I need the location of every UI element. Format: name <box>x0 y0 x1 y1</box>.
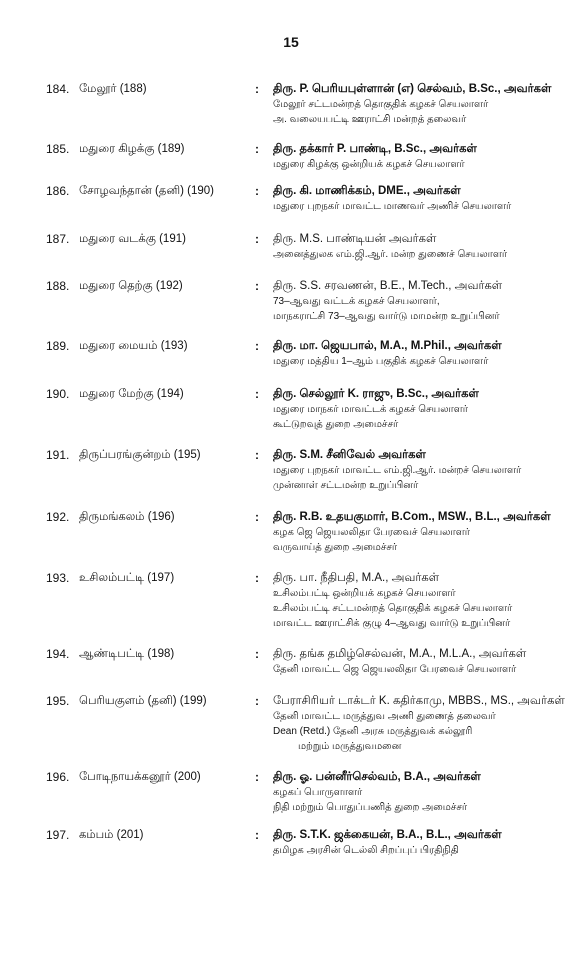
constituency-name: மதுரை தெற்கு (192) <box>79 280 183 292</box>
designation: கழகப் பொருளாளர் <box>273 787 363 798</box>
separator: : <box>255 510 259 524</box>
separator: : <box>255 571 259 585</box>
constituency-name: போடிநாயக்கனூர் (200) <box>79 771 201 783</box>
designation: மதுரை புறநகர் மாவட்ட எம்.ஜி.ஆர். மன்றச் செயலாளர் <box>273 465 522 476</box>
candidate-name: திரு. M.S. பாண்டியன் அவர்கள் <box>273 233 437 245</box>
separator: : <box>255 339 259 353</box>
candidate-details <box>273 694 573 754</box>
designation: கழக ஜெ ஜெயலலிதா பேரவைச் செயலாளர் <box>273 527 470 538</box>
serial-number: 184. <box>46 82 70 96</box>
candidate-name: திரு. தங்க தமிழ்செல்வன், M.A., M.L.A., அவர்கள் <box>273 648 527 660</box>
designation: முன்னாள் சட்டமன்ற உறுப்பினர் <box>273 480 419 491</box>
candidate-details <box>273 387 573 432</box>
serial-number: 186. <box>46 184 70 198</box>
candidate-name: திரு. P. பெரியபுள்ளான் (எ) செல்வம், B.Sc., அவர்கள் <box>273 83 552 95</box>
candidate-details <box>273 510 573 555</box>
serial-number: 192. <box>46 510 70 524</box>
constituency-name: கம்பம் (201) <box>79 829 144 841</box>
candidate-details <box>273 142 573 172</box>
candidate-details <box>273 828 573 858</box>
candidate-details <box>273 232 573 262</box>
serial-number: 196. <box>46 770 70 784</box>
designation: மதுரை கிழக்கு ஒன்றியக் கழகச் செயலாளர் <box>273 159 465 170</box>
candidate-details <box>273 82 573 127</box>
serial-number: 188. <box>46 279 70 293</box>
separator: : <box>255 770 259 784</box>
designation: Dean (Retd.) தேனி அரசு மருத்துவக் கல்லூரி <box>273 726 473 737</box>
designation: தமிழக அரசின் டெல்லி சிறப்புப் பிரதிநிதி <box>273 845 459 856</box>
designation: அ. வலையபட்டி ஊராட்சி மன்றத் தலைவர் <box>273 114 467 125</box>
candidate-details <box>273 647 573 677</box>
candidate-details <box>273 770 573 815</box>
candidate-name: திரு. தக்கார் P. பாண்டி, B.Sc., அவர்கள் <box>273 143 477 155</box>
serial-number: 190. <box>46 387 70 401</box>
designation: 73–ஆவது வட்டக் கழகச் செயலாளர், <box>273 296 440 307</box>
candidate-name: திரு. R.B. உதயகுமார், B.Com., MSW., B.L., அவர்கள் <box>273 511 551 523</box>
candidate-details <box>273 571 573 631</box>
serial-number: 197. <box>46 828 70 842</box>
serial-number: 194. <box>46 647 70 661</box>
designation: அனைத்துலக எம்.ஜி.ஆர். மன்ற துணைச் செயலாளர் <box>273 249 508 260</box>
constituency-name: திருப்பரங்குன்றம் (195) <box>79 449 201 461</box>
separator: : <box>255 142 259 156</box>
serial-number: 185. <box>46 142 70 156</box>
constituency-name: மேலூர் (188) <box>79 83 147 95</box>
separator: : <box>255 387 259 401</box>
candidate-name: பேராசிரியர் டாக்டர் K. கதிர்காமு, MBBS., MS., அவர்கள் <box>273 695 565 707</box>
designation: நிதி மற்றும் பொதுப்பணித் துறை அமைச்சர் <box>273 802 468 813</box>
designation: மதுரை மாநகர் மாவட்டக் கழகச் செயலாளர் <box>273 404 468 415</box>
designation: மாநகராட்சி 73–ஆவது வார்டு மாமன்ற உறுப்பினர் <box>273 311 500 322</box>
constituency-name: சோழவந்தான் (தனி) (190) <box>79 185 214 197</box>
designation: கூட்டுறவுத் துறை அமைச்சர் <box>273 419 399 430</box>
serial-number: 195. <box>46 694 70 708</box>
constituency-name: பெரியகுளம் (தனி) (199) <box>79 695 207 707</box>
candidate-details <box>273 279 573 324</box>
designation: உசிலம்பட்டி ஒன்றியக் கழகச் செயலாளர் <box>273 588 456 599</box>
separator: : <box>255 82 259 96</box>
candidate-details <box>273 448 573 493</box>
serial-number: 187. <box>46 232 70 246</box>
candidate-name: திரு. ஓ. பன்னீர்செல்வம், B.A., அவர்கள் <box>273 771 481 783</box>
separator: : <box>255 448 259 462</box>
designation: மாவட்ட ஊராட்சிக் குழு 4–ஆவது வார்டு உறுப்பினர் <box>273 618 511 629</box>
serial-number: 189. <box>46 339 70 353</box>
designation: உசிலம்பட்டி சட்டமன்றத் தொகுதிக் கழகச் செயலாளர் <box>273 603 513 614</box>
candidate-name: திரு. S.M. சீனிவேல் அவர்கள் <box>273 449 426 461</box>
separator: : <box>255 828 259 842</box>
designation: மதுரை மத்திய 1–ஆம் பகுதிக் கழகச் செயலாளர் <box>273 356 489 367</box>
candidate-details <box>273 339 573 369</box>
separator: : <box>255 184 259 198</box>
constituency-name: மதுரை மையம் (193) <box>79 340 188 352</box>
separator: : <box>255 279 259 293</box>
candidate-details <box>273 184 573 214</box>
page-number: 15 <box>283 34 299 50</box>
designation: தேனி மாவட்ட ஜெ ஜெயலலிதா பேரவைச் செயலாளர் <box>273 664 517 675</box>
constituency-name: ஆண்டிபட்டி (198) <box>79 648 175 660</box>
candidate-name: திரு. கி. மாணிக்கம், DME., அவர்கள் <box>273 185 461 197</box>
serial-number: 193. <box>46 571 70 585</box>
separator: : <box>255 647 259 661</box>
candidate-name: திரு. S.S. சரவணன், B.E., M.Tech., அவர்கள் <box>273 280 503 292</box>
designation: மதுரை புறநகர் மாவட்ட மாணவர் அணிச் செயலாளர் <box>273 201 512 212</box>
separator: : <box>255 232 259 246</box>
separator: : <box>255 694 259 708</box>
constituency-name: உசிலம்பட்டி (197) <box>79 572 175 584</box>
constituency-name: மதுரை மேற்கு (194) <box>79 388 184 400</box>
candidate-name: திரு. செல்லூர் K. ராஜு, B.Sc., அவர்கள் <box>273 388 479 400</box>
designation: மேலூர் சட்டமன்றத் தொகுதிக் கழகச் செயலாளர் <box>273 99 489 110</box>
candidate-name: திரு. மா. ஜெயபால், M.A., M.Phil., அவர்கள் <box>273 340 502 352</box>
designation: தேனி மாவட்ட மருத்துவ அணி துணைத் தலைவர் <box>273 711 496 722</box>
designation: வருவாய்த் துறை அமைச்சர் <box>273 542 398 553</box>
constituency-name: மதுரை கிழக்கு (189) <box>79 143 185 155</box>
constituency-name: திருமங்கலம் (196) <box>79 511 175 523</box>
candidate-name: திரு. பா. நீதிபதி, M.A., அவர்கள் <box>273 572 440 584</box>
serial-number: 191. <box>46 448 70 462</box>
constituency-name: மதுரை வடக்கு (191) <box>79 233 186 245</box>
candidate-name: திரு. S.T.K. ஜக்கையன், B.A., B.L., அவர்கள் <box>273 829 502 841</box>
designation: மற்றும் மருத்துவமனை <box>298 741 402 752</box>
